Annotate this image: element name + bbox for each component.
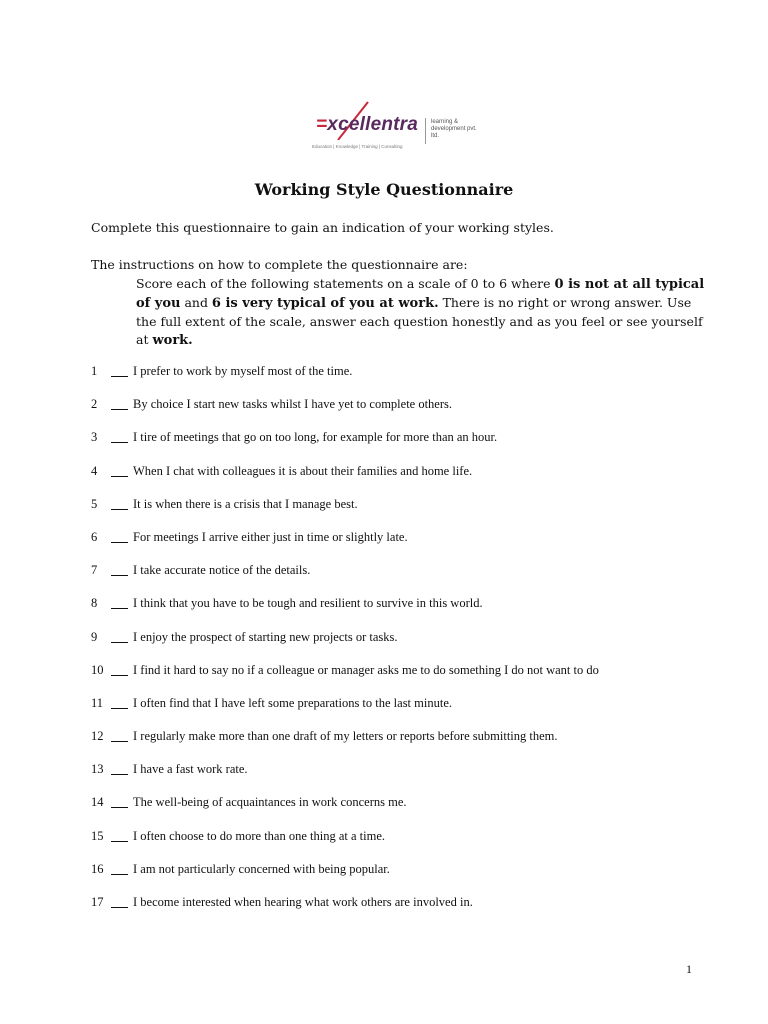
question-number: 3	[91, 430, 98, 445]
question-number: 4	[91, 463, 98, 478]
question-item	[91, 829, 711, 862]
question-text: By choice I start new tasks whilst I have yet to complete others.	[133, 397, 453, 412]
question-number: 9	[91, 629, 98, 644]
logo-tagline: Education | Knowledge | Training | Consulting	[312, 144, 403, 149]
answer-blank[interactable]	[111, 630, 128, 643]
question-number: 8	[91, 596, 98, 611]
question-number: 1	[91, 364, 98, 378]
logo-wordmark: =xcellentra	[316, 114, 419, 135]
question-number: 11	[91, 695, 104, 710]
question-text: I have a fast work rate.	[133, 762, 248, 777]
instructions-part-3: There is no right or wrong answer. Use the full extent of the scale, answer each question honestly and as you feel or see yourself at	[136, 295, 703, 347]
question-text: For meetings I arrive either just in time or slightly late.	[133, 529, 408, 544]
question-text: The well-being of acquaintances in work concerns me.	[133, 795, 407, 810]
instructions-bold-1: 0 is not at all typical of you	[136, 277, 705, 311]
answer-blank[interactable]	[111, 397, 128, 410]
company-logo	[312, 100, 482, 156]
instructions-heading: The instructions on how to complete the questionnaire are:	[91, 257, 468, 272]
question-item	[91, 663, 711, 696]
question-item	[91, 630, 711, 663]
question-number: 7	[91, 563, 98, 578]
question-text: I enjoy the prospect of starting new projects or tasks.	[133, 629, 398, 644]
page-title: Working Style Questionnaire	[254, 180, 514, 199]
question-item	[91, 563, 711, 596]
question-item	[91, 397, 711, 430]
question-item	[91, 596, 711, 629]
answer-blank[interactable]	[111, 497, 128, 510]
answer-blank[interactable]	[111, 795, 128, 808]
answer-blank[interactable]	[111, 464, 128, 477]
page-number: 1	[686, 962, 692, 976]
logo-subtitle: learning & development pvt. ltd.	[431, 119, 477, 139]
answer-blank[interactable]	[111, 663, 128, 676]
answer-blank[interactable]	[111, 829, 128, 842]
question-text: I think that you have to be tough and resilient to survive in this world.	[133, 596, 483, 611]
answer-blank[interactable]	[111, 895, 128, 908]
logo-brand-text: cellentra	[338, 114, 419, 135]
question-number: 2	[91, 397, 98, 412]
question-text: I regularly make more than one draft of my letters or reports before submitting them.	[133, 729, 558, 744]
question-item	[91, 530, 711, 563]
question-item	[91, 762, 711, 795]
question-number: 10	[91, 662, 104, 677]
instructions-part-1: Score each of the following statements on a scale of 0 to 6 where	[136, 276, 555, 291]
instructions-body	[136, 275, 706, 350]
answer-blank[interactable]	[111, 596, 128, 609]
question-number: 15	[91, 828, 104, 843]
question-text: I often find that I have left some preparations to the last minute.	[133, 695, 453, 710]
question-text: I take accurate notice of the details.	[133, 563, 311, 578]
answer-blank[interactable]	[111, 530, 128, 543]
answer-blank[interactable]	[111, 696, 128, 709]
question-item	[91, 729, 711, 762]
question-text: It is when there is a crisis that I manage best.	[133, 496, 358, 511]
answer-blank[interactable]	[111, 430, 128, 443]
question-text: I find it hard to say no if a colleague or manager asks me to do something I do not want to do	[133, 662, 599, 677]
instructions-bold-3: work.	[152, 333, 193, 348]
question-number: 14	[91, 795, 104, 810]
answer-blank[interactable]	[111, 762, 128, 775]
question-item	[91, 862, 711, 895]
answer-blank[interactable]	[111, 364, 128, 377]
question-item	[91, 497, 711, 530]
question-number: 6	[91, 529, 98, 544]
question-text: I am not particularly concerned with being popular.	[133, 861, 390, 876]
instructions-bold-2: 6 is very typical of you at work.	[211, 296, 439, 311]
question-text: I prefer to work by myself most of the time.	[133, 364, 353, 378]
question-text: I tire of meetings that go on too long, for example for more than an hour.	[133, 430, 498, 445]
question-number: 5	[91, 496, 98, 511]
answer-blank[interactable]	[111, 862, 128, 875]
question-number: 17	[91, 895, 104, 909]
instructions-part-2: and	[180, 295, 212, 310]
logo-brand-prefix: x	[327, 114, 339, 135]
question-item	[91, 464, 711, 497]
question-number: 16	[91, 861, 104, 876]
question-item	[91, 364, 711, 397]
question-item	[91, 795, 711, 828]
intro-text: Complete this questionnaire to gain an indication of your working styles.	[91, 220, 554, 235]
question-item	[91, 895, 711, 928]
answer-blank[interactable]	[111, 563, 128, 576]
question-item	[91, 696, 711, 729]
question-list	[91, 364, 711, 928]
question-number: 13	[91, 762, 104, 777]
question-number: 12	[91, 729, 104, 744]
question-text: I often choose to do more than one thing at a time.	[133, 828, 386, 843]
logo-divider	[425, 118, 426, 144]
question-text: I become interested when hearing what work others are involved in.	[133, 895, 473, 909]
answer-blank[interactable]	[111, 729, 128, 742]
question-item	[91, 430, 711, 463]
question-text: When I chat with colleagues it is about their families and home life.	[133, 463, 473, 478]
